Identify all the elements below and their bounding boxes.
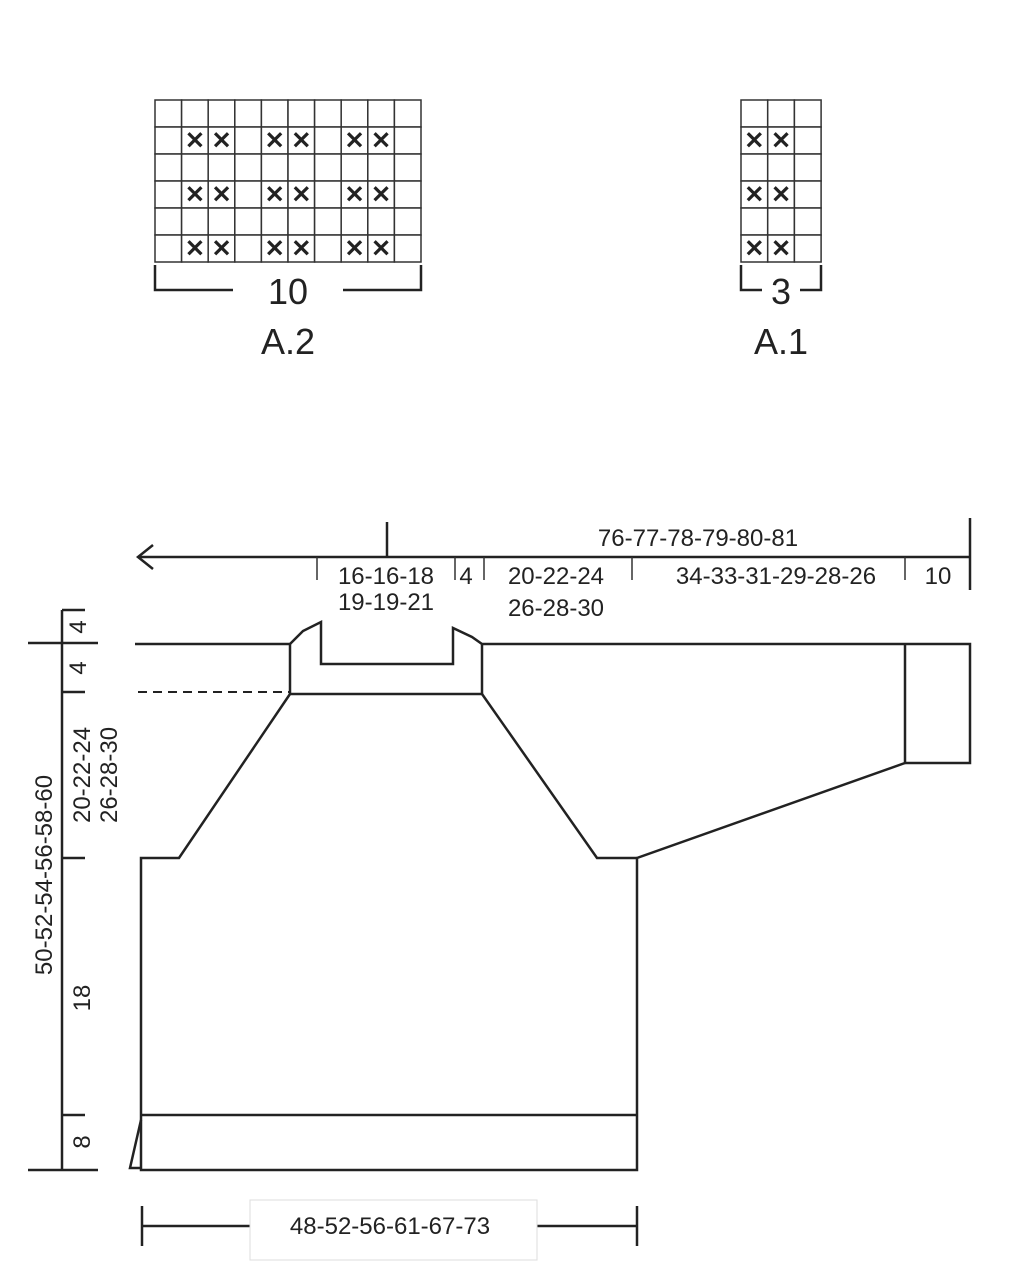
- a1-x-mark: ✕: [744, 181, 765, 209]
- a2-cell: [155, 208, 182, 235]
- a2-x-mark: ✕: [344, 181, 365, 209]
- a2-cell: [155, 181, 182, 208]
- collar-height-label: 4: [65, 620, 92, 634]
- a2-cell: [155, 127, 182, 154]
- a1-cell: [741, 208, 768, 235]
- top-length-label: 76-77-78-79-80-81: [597, 525, 799, 552]
- a2-cell: [288, 154, 315, 181]
- a2-cell: [315, 127, 342, 154]
- a2-cell: [368, 154, 395, 181]
- a2-cell: [315, 235, 342, 262]
- a2-cell: [155, 235, 182, 262]
- a2-width-label: 10: [267, 271, 309, 312]
- a1-x-mark: ✕: [770, 235, 792, 263]
- a2-x-mark: ✕: [211, 181, 232, 209]
- a2-cell: [315, 154, 342, 181]
- a2-cell: [394, 154, 421, 181]
- a1-cell: [741, 154, 768, 181]
- a1-cell: [768, 208, 795, 235]
- neck-rib-label: 4: [459, 563, 473, 590]
- neck-width-label-line2: 19-19-21: [337, 589, 435, 616]
- a2-x-mark: ✕: [371, 235, 392, 263]
- a2-cell: [394, 235, 421, 262]
- body-length-label: 18: [69, 984, 96, 1012]
- chart-a1: [741, 100, 821, 263]
- a2-cell: [288, 100, 315, 127]
- a2-cell: [368, 100, 395, 127]
- a1-cell: [768, 154, 795, 181]
- rib-height-label: 8: [69, 1135, 96, 1149]
- yoke-depth-label-line1: 20-22-24: [69, 726, 96, 824]
- a2-x-mark: ✕: [211, 127, 232, 155]
- neck-depth-label: 4: [65, 661, 92, 675]
- a2-cell: [235, 127, 262, 154]
- a2-cell: [235, 154, 262, 181]
- a1-cell: [794, 181, 821, 208]
- a2-chart-label: A.2: [260, 321, 316, 362]
- a2-cell: [261, 208, 288, 235]
- yoke-depth-label-line2: 26-28-30: [96, 726, 123, 824]
- a2-cell: [155, 154, 182, 181]
- a1-x-mark: ✕: [770, 181, 792, 209]
- a2-x-mark: ✕: [371, 127, 392, 155]
- a1-cell: [741, 100, 768, 127]
- a2-x-mark: ✕: [264, 235, 285, 263]
- raglan-label-line2: 26-28-30: [507, 595, 605, 622]
- garment-outline: [130, 622, 970, 1170]
- a1-cell: [794, 100, 821, 127]
- a2-cell: [288, 208, 315, 235]
- a1-x-mark: ✕: [744, 235, 765, 263]
- a2-cell: [341, 100, 368, 127]
- total-length-label: 50-52-54-56-58-60: [31, 774, 58, 976]
- a1-cell: [794, 154, 821, 181]
- cuff-label: 10: [924, 563, 952, 590]
- a1-cell: [768, 100, 795, 127]
- a1-cell: [794, 208, 821, 235]
- a2-x-mark: ✕: [184, 235, 205, 263]
- a2-cell: [394, 100, 421, 127]
- a2-x-mark: ✕: [211, 235, 232, 263]
- a2-cell: [235, 208, 262, 235]
- a2-x-mark: ✕: [184, 127, 205, 155]
- a2-x-mark: ✕: [184, 181, 205, 209]
- sleeve-length-label: 34-33-31-29-28-26: [675, 563, 877, 590]
- a2-cell: [261, 100, 288, 127]
- a2-cell: [208, 208, 235, 235]
- a2-x-mark: ✕: [264, 181, 285, 209]
- a1-cell: [794, 235, 821, 262]
- neck-width-label-line1: 16-16-18: [337, 563, 435, 590]
- a2-x-mark: ✕: [344, 235, 365, 263]
- chest-width-label: 48-52-56-61-67-73: [289, 1213, 491, 1240]
- a2-cell: [315, 100, 342, 127]
- a2-cell: [235, 181, 262, 208]
- a2-x-mark: ✕: [291, 127, 312, 155]
- a2-cell: [315, 208, 342, 235]
- a2-cell: [394, 181, 421, 208]
- a1-cell: [794, 127, 821, 154]
- a2-x-mark: ✕: [344, 127, 365, 155]
- a2-x-mark: ✕: [371, 181, 392, 209]
- a2-cell: [182, 100, 209, 127]
- a2-cell: [155, 100, 182, 127]
- a1-chart-label: A.1: [753, 321, 809, 362]
- a2-cell: [368, 208, 395, 235]
- a2-cell: [235, 235, 262, 262]
- a2-x-mark: ✕: [264, 127, 285, 155]
- a1-x-mark: ✕: [744, 127, 765, 155]
- a2-x-mark: ✕: [291, 235, 312, 263]
- a2-x-mark: ✕: [291, 181, 312, 209]
- a2-cell: [208, 154, 235, 181]
- a1-width-label: 3: [770, 271, 792, 312]
- a2-cell: [341, 208, 368, 235]
- a2-cell: [341, 154, 368, 181]
- a2-cell: [261, 154, 288, 181]
- chart-a2: [155, 100, 421, 263]
- a2-cell: [394, 208, 421, 235]
- a2-cell: [182, 208, 209, 235]
- a2-cell: [235, 100, 262, 127]
- a1-x-mark: ✕: [770, 127, 792, 155]
- a2-cell: [208, 100, 235, 127]
- raglan-label-line1: 20-22-24: [507, 563, 605, 590]
- a2-cell: [182, 154, 209, 181]
- a2-cell: [394, 127, 421, 154]
- a2-cell: [315, 181, 342, 208]
